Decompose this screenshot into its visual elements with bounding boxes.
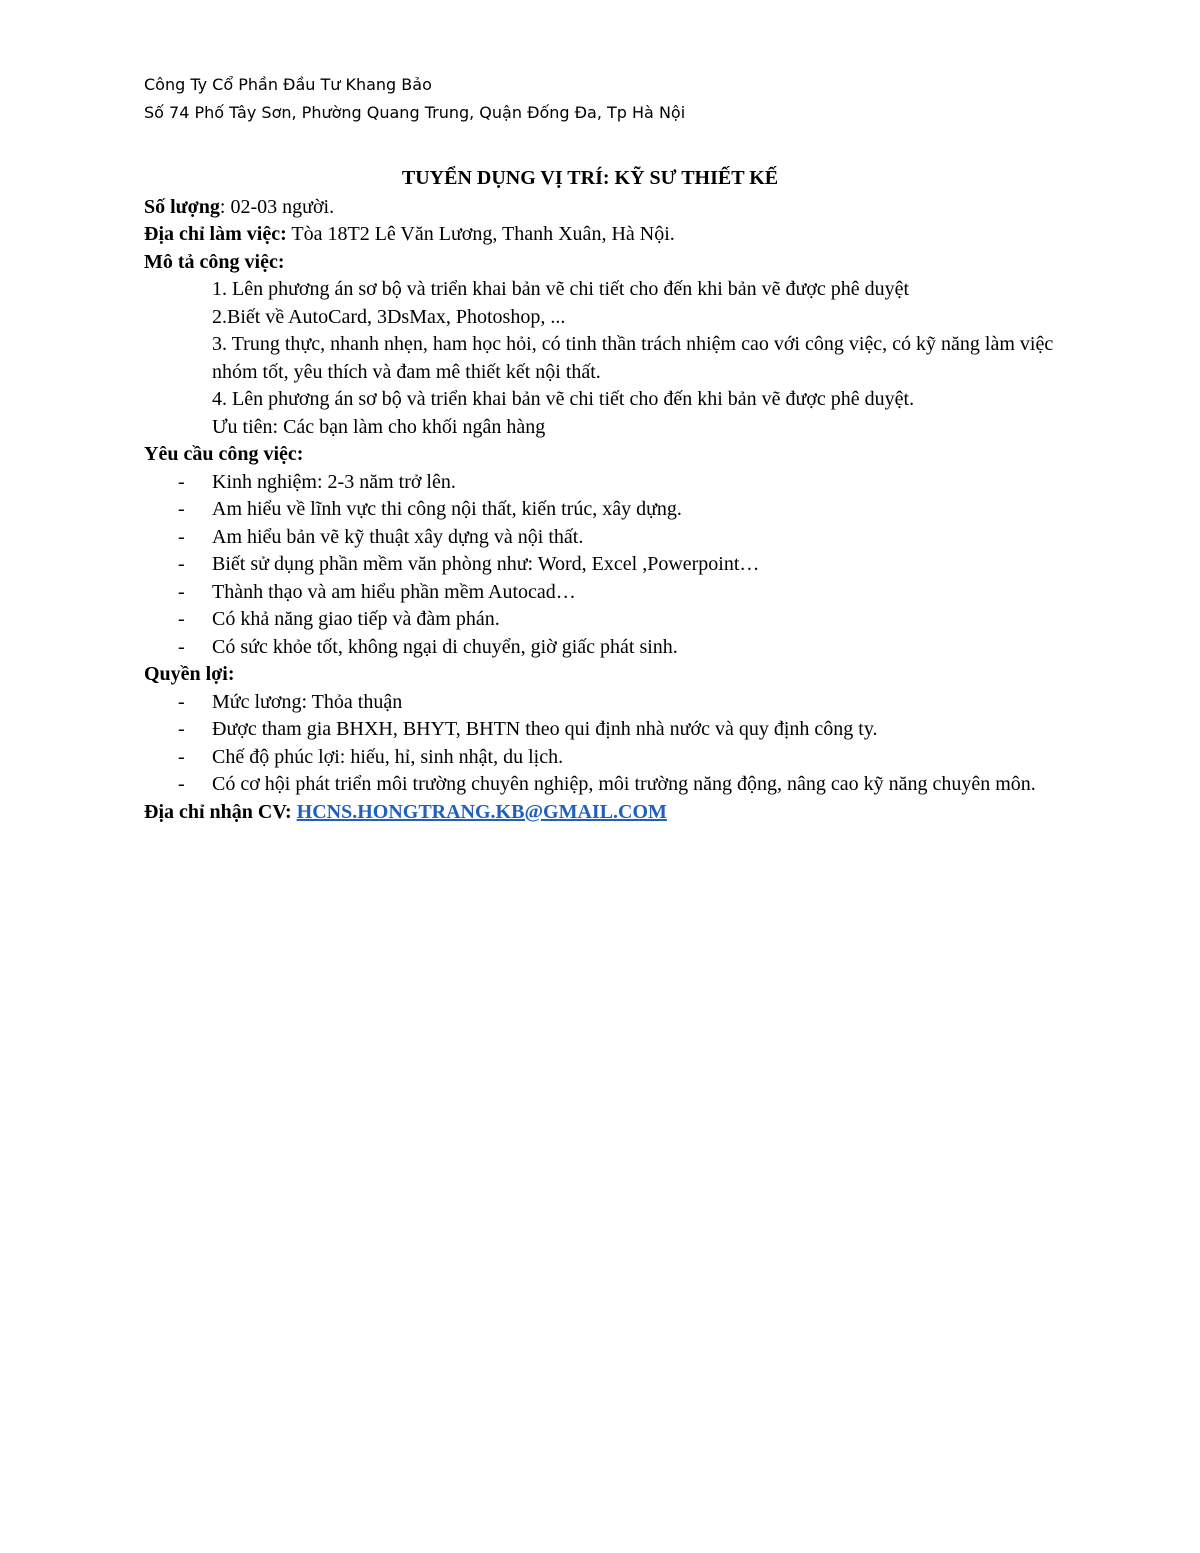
list-item: - Được tham gia BHXH, BHYT, BHTN theo qui định nhà nước và quy định công ty. (144, 716, 1062, 744)
work-address-label: Địa chỉ làm việc: (144, 223, 287, 245)
list-item: - Am hiểu bản vẽ kỹ thuật xây dựng và nội thất. (144, 524, 1062, 552)
company-name: Công Ty Cổ Phần Đầu Tư Khang Bảo (144, 75, 432, 94)
quantity-label: Số lượng (144, 195, 220, 218)
job-posting (144, 165, 1064, 826)
list-item: - Mức lương: Thỏa thuận (144, 689, 1062, 717)
benefits-list (144, 689, 1064, 799)
bullet-dash: - (178, 608, 185, 630)
work-address-line (144, 221, 1064, 249)
work-address-value: Tòa 18T2 Lê Văn Lương, Thanh Xuân, Hà Nội. (286, 223, 675, 245)
description-item: 2.Biết về AutoCard, 3DsMax, Photoshop, ... (212, 305, 566, 328)
requirements-heading: Yêu cầu công việc: (144, 443, 304, 465)
list-item: - Am hiểu về lĩnh vực thi công nội thất, kiến trúc, xây dựng. (144, 496, 1062, 524)
benefits-heading: Quyền lợi: (144, 663, 235, 685)
quantity-line (144, 194, 1064, 222)
cv-line (144, 799, 1064, 827)
email-link[interactable]: HCNS.HONGTRANG.KB@GMAIL.COM (296, 800, 667, 823)
bullet-dash: - (178, 525, 185, 548)
description-item: 3. Trung thực, nhanh nhẹn, ham học hỏi, có tinh thần trách nhiệm cao với công việc, có kỹ năng làm việc nhóm tốt, yêu thích và đam mê thiết kết nội thất. (212, 333, 1054, 383)
bullet-dash: - (178, 470, 185, 493)
quantity-value: : 02-03 người. (219, 195, 335, 218)
description-item: 4. Lên phương án sơ bộ và triển khai bản vẽ chi tiết cho đến khi bản vẽ được phê duyệt. (212, 388, 915, 410)
cv-label: Địa chỉ nhận CV: (144, 800, 292, 823)
bullet-dash: - (178, 745, 185, 768)
list-item: - Chế độ phúc lợi: hiếu, hỉ, sinh nhật, du lịch. (144, 744, 1062, 772)
priority-note: Ưu tiên: Các bạn làm cho khối ngân hàng (212, 415, 546, 438)
requirements-list (144, 469, 1064, 662)
bullet-dash: - (178, 635, 185, 658)
description-item: 1. Lên phương án sơ bộ và triển khai bản vẽ chi tiết cho đến khi bản vẽ được phê duyệt (212, 278, 910, 300)
list-item: - Có sức khỏe tốt, không ngại di chuyển, giờ giấc phát sinh. (144, 634, 1062, 662)
list-item: - Biết sử dụng phần mềm văn phòng như: Word, Excel ,Powerpoint… (144, 551, 1062, 579)
list-item: - Thành thạo và am hiểu phần mềm Autocad… (144, 579, 1062, 607)
list-item: - Kinh nghiệm: 2-3 năm trở lên. (144, 469, 1062, 497)
bullet-dash: - (178, 773, 185, 795)
bullet-dash: - (178, 498, 185, 520)
list-item: - Có cơ hội phát triển môi trường chuyên nghiệp, môi trường năng động, nâng cao kỹ năng chuyên môn. (144, 771, 1062, 799)
bullet-dash: - (178, 718, 185, 740)
bullet-dash: - (178, 580, 185, 603)
page-title: TUYỂN DỤNG VỊ TRÍ: KỸ SƯ THIẾT KẾ (401, 167, 779, 189)
company-address: Số 74 Phố Tây Sơn, Phường Quang Trung, Quận Đống Đa, Tp Hà Nội (144, 103, 686, 122)
bullet-dash: - (178, 553, 185, 575)
list-item: - Có khả năng giao tiếp và đàm phán. (144, 606, 1062, 634)
bullet-dash: - (178, 690, 185, 713)
description-heading: Mô tả công việc: (144, 250, 285, 273)
description-list (144, 276, 1072, 441)
